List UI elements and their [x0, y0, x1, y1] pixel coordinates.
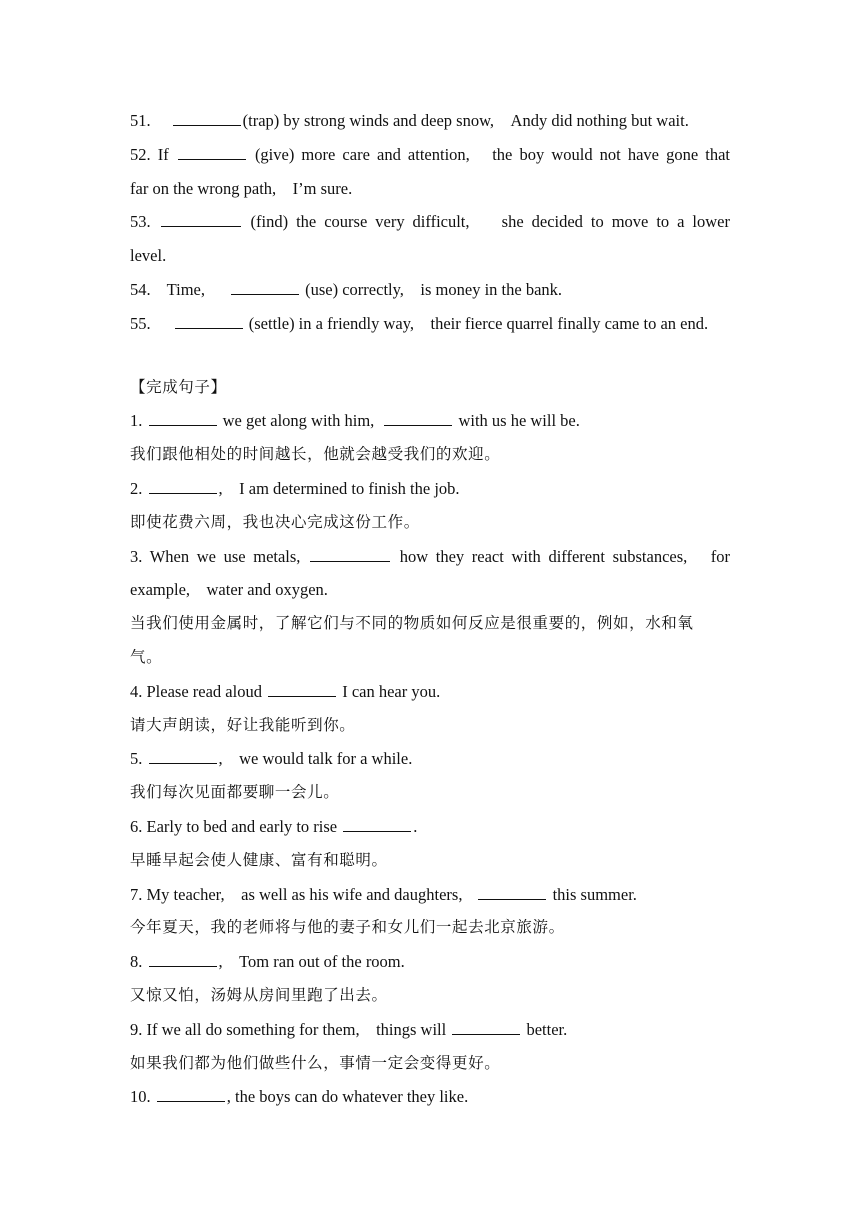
sentence-4 [130, 675, 730, 709]
sentence-1-translation: 我们跟他相处的时间越长，他就会越受我们的欢迎。 [130, 445, 501, 464]
sentence-text: better. [522, 1019, 568, 1039]
section-spacer [130, 341, 730, 371]
exercise-53 [130, 205, 730, 239]
exercise-text: (settle) in a friendly way, their fierce quarrel finally came to an end. [244, 313, 709, 333]
sentence-4-translation: 请大声朗读，好让我能听到你。 [130, 715, 356, 734]
sentence-text: , Tom ran out of the room. [218, 952, 405, 972]
sentence-5 [130, 742, 730, 776]
sentence-text: 6. Early to bed and early to rise [130, 816, 338, 836]
exercise-55 [130, 307, 730, 341]
answer-blank[interactable] [343, 817, 411, 832]
exercise-52 [130, 138, 730, 172]
answer-blank[interactable] [178, 145, 246, 160]
answer-blank[interactable] [157, 1087, 225, 1102]
answer-blank[interactable] [231, 280, 299, 295]
sentence-3-translation: 当我们使用金属时，了解它们与不同的物质如何反应是很重要的，例如，水和氧 [130, 614, 694, 633]
sentence-9-translation: 如果我们都为他们做些什么，事情一定会变得更好。 [130, 1053, 501, 1072]
sentence-5-translation: 我们每次见面都要聊一会儿。 [130, 783, 340, 802]
sentence-text: this summer. [548, 884, 637, 904]
sentence-3-translation-continued: 气。 [130, 647, 163, 666]
exercise-prefix: Time, [166, 279, 205, 299]
sentence-number: 8. [130, 952, 143, 972]
exercise-54 [130, 273, 730, 307]
sentence-8-translation: 又惊又怕，汤姆从房间里跑了出去。 [130, 985, 388, 1004]
answer-blank[interactable] [149, 479, 217, 494]
sentence-9 [130, 1013, 730, 1047]
answer-blank[interactable] [149, 411, 217, 426]
exercise-number: 55. [130, 313, 151, 333]
sentence-text: 4. Please read aloud [130, 681, 262, 701]
exercise-number: 51. [130, 111, 151, 130]
answer-blank[interactable] [384, 411, 452, 426]
sentence-number: 1. [130, 411, 143, 431]
exercise-text: (trap) by strong winds and deep snow, Andy did nothing but wait. [242, 111, 689, 130]
exercise-text: (find) the course very difficult, she decided to move to a lower [242, 212, 730, 232]
sentence-6 [130, 810, 730, 844]
sentence-1 [130, 404, 730, 438]
exercise-53-continued [130, 239, 730, 273]
answer-blank[interactable] [175, 314, 243, 329]
sentence-text: 3. When we use metals, [130, 546, 301, 566]
sentence-10 [130, 1080, 730, 1114]
sentence-text: 9. If we all do something for them, things will [130, 1019, 447, 1039]
answer-blank[interactable] [149, 952, 217, 967]
answer-blank[interactable] [173, 111, 241, 126]
sentence-8 [130, 945, 730, 979]
exercise-text: (give) more care and attention, the boy would not have gone that [247, 144, 730, 164]
answer-blank[interactable] [310, 547, 390, 562]
sentence-3 [130, 540, 730, 574]
sentence-number: 10. [130, 1087, 151, 1107]
exercise-text-cont: far on the wrong path, I’m sure. [130, 178, 353, 198]
sentence-number: 5. [130, 749, 143, 769]
sentence-6-translation: 早睡早起会使人健康、富有和聪明。 [130, 850, 388, 869]
answer-blank[interactable] [452, 1020, 520, 1035]
sentence-text: , the boys can do whatever they like. [226, 1087, 469, 1107]
sentence-text: how they react with different substances, for [392, 546, 730, 566]
exercise-number: 52. [130, 144, 151, 164]
exercise-text: (use) correctly, is money in the bank. [301, 279, 563, 299]
exercise-number: 54. [130, 279, 151, 299]
sentence-3-continued: example, water and oxygen. [130, 580, 328, 600]
answer-blank[interactable] [268, 682, 336, 697]
sentence-7 [130, 878, 730, 912]
sentence-2 [130, 472, 730, 506]
exercise-number: 53. [130, 212, 151, 232]
exercise-prefix: If [157, 144, 169, 164]
sentence-number: 2. [130, 478, 143, 498]
section-title: 【完成句子】 [130, 377, 227, 396]
sentence-text: , we would talk for a while. [218, 749, 413, 769]
sentence-text: with us he will be. [454, 411, 580, 431]
sentence-text: 7. My teacher, as well as his wife and daughters, [130, 884, 463, 904]
worksheet-page [130, 104, 730, 1114]
sentence-text: I can hear you. [338, 681, 441, 701]
answer-blank[interactable] [149, 749, 217, 764]
sentence-text: . [413, 816, 418, 836]
sentence-2-translation: 即使花费六周，我也决心完成这份工作。 [130, 512, 420, 531]
answer-blank[interactable] [478, 885, 546, 900]
exercise-52-continued [130, 172, 730, 206]
sentence-7-translation: 今年夏天，我的老师将与他的妻子和女儿们一起去北京旅游。 [130, 918, 565, 937]
exercise-51 [130, 104, 730, 138]
exercise-text-cont: level. [130, 246, 167, 266]
sentence-text: , I am determined to finish the job. [218, 478, 460, 498]
sentence-text: we get along with him, [218, 411, 375, 431]
answer-blank[interactable] [161, 212, 241, 227]
